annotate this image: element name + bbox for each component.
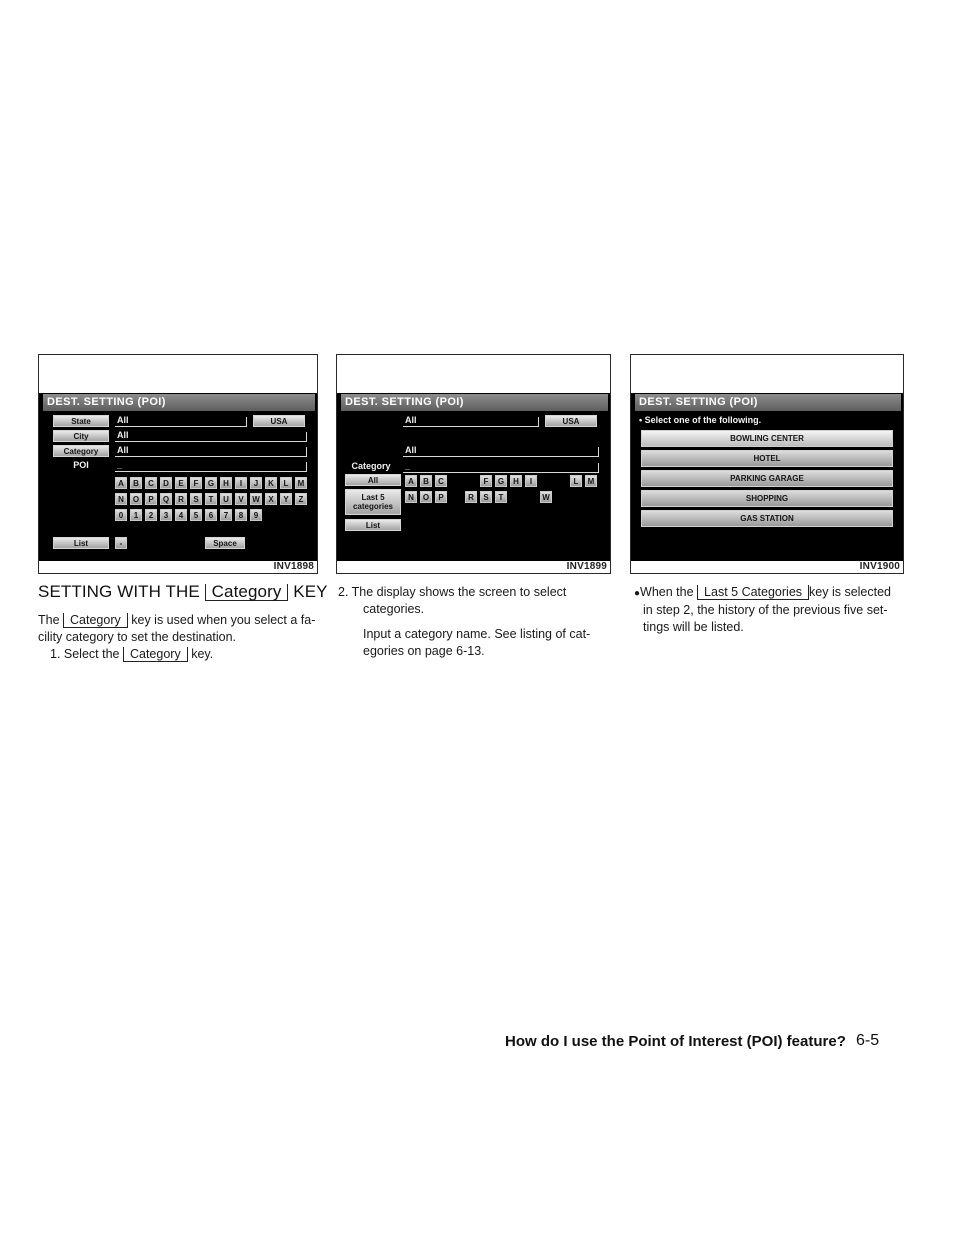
key-d[interactable]: D (160, 477, 172, 489)
figure-id: INV1899 (566, 561, 607, 572)
col3-line2: in step 2, the history of the previous five set- (643, 603, 888, 617)
screen-title: DEST. SETTING (POI) (43, 394, 315, 411)
city-button[interactable]: City (53, 430, 109, 442)
key-r[interactable]: R (175, 493, 187, 505)
nav-screen (39, 393, 317, 561)
last5-categories-button[interactable] (345, 489, 401, 515)
figure-id: INV1898 (273, 561, 314, 572)
col3-post: key is selected (809, 585, 892, 599)
heading-suffix: KEY (293, 582, 328, 601)
key-9[interactable]: 9 (250, 509, 262, 521)
option-hotel[interactable]: HOTEL (641, 450, 893, 467)
list-button[interactable]: List (53, 537, 109, 549)
p1-pre: The (38, 613, 60, 627)
section-heading (38, 582, 328, 602)
p1-category-key: Category (63, 613, 128, 628)
key-w[interactable]: W (250, 493, 262, 505)
option-shopping[interactable]: SHOPPING (641, 490, 893, 507)
col3-line3: tings will be listed. (643, 620, 744, 634)
key-p[interactable]: P (145, 493, 157, 505)
last5-categories-key: Last 5 Categories (697, 585, 809, 600)
figure-inv1900 (630, 354, 904, 574)
key-v[interactable]: V (235, 493, 247, 505)
option-parking-garage[interactable]: PARKING GARAGE (641, 470, 893, 487)
key-c[interactable]: C (145, 477, 157, 489)
poi-label: POI (73, 460, 89, 470)
key-i[interactable]: I (525, 475, 537, 487)
key-i[interactable]: I (235, 477, 247, 489)
key-8[interactable]: 8 (235, 509, 247, 521)
key-y[interactable]: Y (280, 493, 292, 505)
key-s[interactable]: S (480, 491, 492, 503)
key-a[interactable]: A (115, 477, 127, 489)
key-1[interactable]: 1 (130, 509, 142, 521)
p1-line2: cility category to set the destination. (38, 630, 237, 644)
key-m[interactable]: M (295, 477, 307, 489)
col2-paragraph (338, 584, 610, 660)
key-a[interactable]: A (405, 475, 417, 487)
key-j[interactable]: J (250, 477, 262, 489)
input-line2: egories on page 6-13. (363, 644, 485, 658)
key-f[interactable]: F (190, 477, 202, 489)
city-field: All (403, 445, 599, 457)
col3-paragraph (634, 584, 910, 636)
country-button[interactable]: USA (545, 415, 597, 427)
input-line1: Input a category name. See listing of cat- (363, 627, 591, 641)
category-label: Category (351, 461, 391, 471)
figure-inv1899 (336, 354, 611, 574)
key-h[interactable]: H (220, 477, 232, 489)
key-b[interactable]: B (420, 475, 432, 487)
option-bowling-center[interactable]: BOWLING CENTER (641, 430, 893, 447)
key-n[interactable]: N (405, 491, 417, 503)
state-button[interactable]: State (53, 415, 109, 427)
key-z[interactable]: Z (295, 493, 307, 505)
key-g[interactable]: G (205, 477, 217, 489)
country-button[interactable]: USA (253, 415, 305, 427)
key-g[interactable]: G (495, 475, 507, 487)
step2-line2: categories. (363, 602, 425, 616)
state-field: All (115, 415, 247, 427)
page-number: 6-5 (856, 1032, 880, 1049)
key-n[interactable]: N (115, 493, 127, 505)
screen-title: DEST. SETTING (POI) (341, 394, 608, 411)
key-c[interactable]: C (435, 475, 447, 487)
all-button[interactable]: All (345, 474, 401, 486)
key-h[interactable]: H (510, 475, 522, 487)
figure-id: INV1900 (859, 561, 900, 572)
key-f[interactable]: F (480, 475, 492, 487)
key-6[interactable]: 6 (205, 509, 217, 521)
col1-paragraph (38, 612, 320, 663)
heading-prefix: SETTING WITH THE (38, 582, 200, 601)
key-7[interactable]: 7 (220, 509, 232, 521)
nav-screen (337, 393, 610, 561)
key-t[interactable]: T (495, 491, 507, 503)
key-o[interactable]: O (420, 491, 432, 503)
key-w[interactable]: W (540, 491, 552, 503)
key-r[interactable]: R (465, 491, 477, 503)
bullet-icon: ● (634, 588, 641, 599)
key-q[interactable]: Q (160, 493, 172, 505)
city-field: All (115, 430, 307, 442)
key-5[interactable]: 5 (190, 509, 202, 521)
step1-category-key: Category (123, 647, 188, 662)
state-field: All (403, 415, 539, 427)
select-prompt: • Select one of the following. (639, 415, 762, 425)
category-button[interactable]: Category (53, 445, 109, 457)
key-l[interactable]: L (570, 475, 582, 487)
category-field: All (115, 445, 307, 457)
key-p[interactable]: P (435, 491, 447, 503)
screen-title: DEST. SETTING (POI) (635, 394, 901, 411)
select-prompt-text: Select one of the following. (644, 415, 762, 425)
key-2[interactable]: 2 (145, 509, 157, 521)
key-k[interactable]: K (265, 477, 277, 489)
key-o[interactable]: O (130, 493, 142, 505)
category-input[interactable]: _ (403, 461, 599, 473)
last5-line1: Last 5 (361, 493, 385, 502)
key-l[interactable]: L (280, 477, 292, 489)
step1-pre: 1. Select the (50, 647, 120, 661)
key-dash[interactable]: - (115, 537, 127, 549)
key-t[interactable]: T (205, 493, 217, 505)
step1-post: key. (191, 647, 214, 661)
heading-category-key: Category (205, 584, 289, 601)
step2-line1: 2. The display shows the screen to select (338, 585, 567, 599)
list-button[interactable]: List (345, 519, 401, 531)
key-b[interactable]: B (130, 477, 142, 489)
key-e[interactable]: E (175, 477, 187, 489)
p1-post: key is used when you select a fa- (131, 613, 316, 627)
key-u[interactable]: U (220, 493, 232, 505)
key-s[interactable]: S (190, 493, 202, 505)
col3-pre: When the (640, 585, 694, 599)
footer-section-title: How do I use the Point of Interest (POI) feature? (505, 1033, 846, 1050)
figure-inv1898 (38, 354, 318, 574)
space-button[interactable]: Space (205, 537, 245, 549)
last5-line2: categories (352, 502, 394, 511)
nav-screen (631, 393, 903, 561)
key-0[interactable]: 0 (115, 509, 127, 521)
key-3[interactable]: 3 (160, 509, 172, 521)
option-gas-station[interactable]: GAS STATION (641, 510, 893, 527)
key-x[interactable]: X (265, 493, 277, 505)
key-m[interactable]: M (585, 475, 597, 487)
key-4[interactable]: 4 (175, 509, 187, 521)
poi-input[interactable]: _ (115, 460, 307, 472)
